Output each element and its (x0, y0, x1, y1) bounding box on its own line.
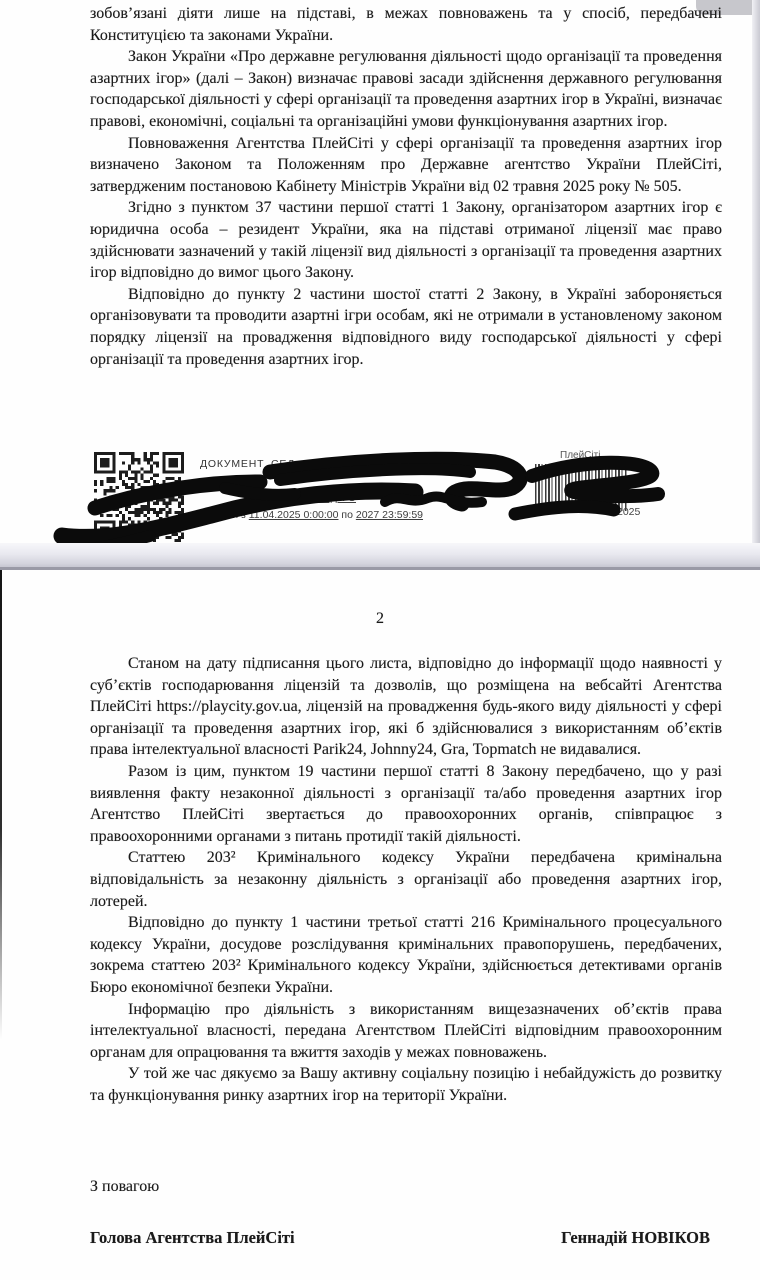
signature-stamp-block (90, 450, 690, 550)
paragraph: Закон України «Про державне регулювання діяльності щодо організації та проведення азартних ігор» (далі – Закон) визначає правові засади здійснення державного регулювання господарської діяльності у сфері організації та проведення азартних ігор в Україні, визначає правові, економічні, соціальні та організаційні умови функціонування азартних ігор. (90, 48, 722, 130)
paragraph: Відповідно до пункту 1 частини третьої статті 216 Кримінального процесуального кодексу України, досудове розслідування кримінальних правопорушень, передбачених, зокрема статтею 203² Кримінального кодексу України, здійснюється детективами органів Бюро економічної безпеки України. (90, 914, 722, 996)
letter-page-1 (0, 0, 760, 543)
page-number: 2 (376, 610, 384, 627)
stamp-validity-line (200, 507, 530, 524)
valid-to-date-fragment: 2027 23:59:59 (355, 509, 424, 521)
stamp-signer-line (200, 490, 530, 507)
letter-page-2 (0, 570, 760, 1280)
page-separator (0, 543, 760, 570)
validity-prefix: Дійсний з (200, 509, 246, 521)
paragraph: Згідно з пунктом 37 частини першої статті 1 Закону, організатором азартних ігор є юридична особа – резидент України, яка на підставі отриманої ліцензії має право здійснювати зазначений у такій ліцензії вид діяльності з організації та проведення азартних ігор відповідно до вимог цього Закону. (90, 199, 722, 282)
paragraph: У той же час дякуємо за Вашу активну соціальну позицію і небайдужість до розвитку та функціонування ринку азартних ігор на території України. (90, 1065, 722, 1104)
page-edge-shadow (752, 0, 760, 543)
page1-body (90, 3, 722, 370)
page-edge-line (0, 570, 2, 1040)
paragraph: Разом із цим, пунктом 19 частини першої статті 8 Закону передбачено, що у разі виявлення факту незаконної діяльності з організації та/або проведення азартних ігор Агентство ПлейСіті звертається до правоохоронних органів, співпрацює з правоохоронними органами з питань протидії такій діяльності. (90, 762, 722, 845)
qr-code (94, 452, 184, 542)
closing-salutation: З повагою (90, 1178, 160, 1195)
barcode (535, 464, 627, 511)
stamp-redacted-line (200, 473, 530, 490)
stamp-org-label: ПлейСіті (560, 450, 601, 461)
signer-title: Голова Агентства ПлейСіті (90, 1228, 295, 1247)
paragraph: зобов’язані діяти лише на підставі, в межах повноважень та у спосіб, передбачені Конституцією та законами України. (90, 5, 722, 44)
validity-po: по (341, 509, 353, 521)
stamp-year-fragment: 2025 (617, 506, 641, 518)
valid-from-date: 11.04.2025 0:00:00 (248, 509, 339, 521)
stamp-signer-fragment: ов Геннадій О (288, 492, 357, 504)
page2-body (90, 653, 722, 1106)
paragraph: Відповідно до пункту 2 частини шостої статті 2 Закону, в Україні забороняється організовувати та проводити азартні ігри особам, які не отримали в установленому законом порядку ліцензії на провадження відповідного виду господарської діяльності у сфері організації та проведення азартних ігор. (90, 285, 722, 368)
stamp-system-label: ДОКУМЕНТ СЕД АСКОД (200, 458, 342, 470)
paragraph: Станом на дату підписання цього листа, відповідно до інформації щодо наявності у суб’єктів господарювання ліцензій та дозволів, що розміщена на вебсайті Агентства ПлейСіті https://playcity.gov.ua, ліцензій на провадження будь-якого виду діяльності у сфері організації та проведення азартних ігор, які б здійснювалися з використанням об’єктів права інтелектуальної власності Parik24, Johnny24, Gra, Topmatch не видавалися. (90, 655, 722, 759)
paragraph: Інформацію про діяльність з використанням вищезазначених об’єктів права інтелектуальної власності, передана Агентством ПлейСіті відповідним правоохоронним органам для опрацювання та вжиття заходів у межах повноважень. (90, 1000, 722, 1061)
paragraph: Повноваження Агентства ПлейСіті у сфері організації та проведення азартних ігор визначено Законом та Положенням про Державне агентство України ПлейСіті, затвердженим постановою Кабінету Міністрів України від 02 травня 2025 року № 505. (90, 134, 722, 195)
signature-row (90, 1228, 710, 1248)
signer-name: Геннадій НОВІКОВ (561, 1228, 710, 1247)
stamp-text (200, 456, 530, 524)
paragraph: Статтею 203² Кримінального кодексу України передбачена кримінальна відповідальність за незаконну діяльність з організації або проведення азартних ігор, лотерей. (90, 849, 722, 910)
